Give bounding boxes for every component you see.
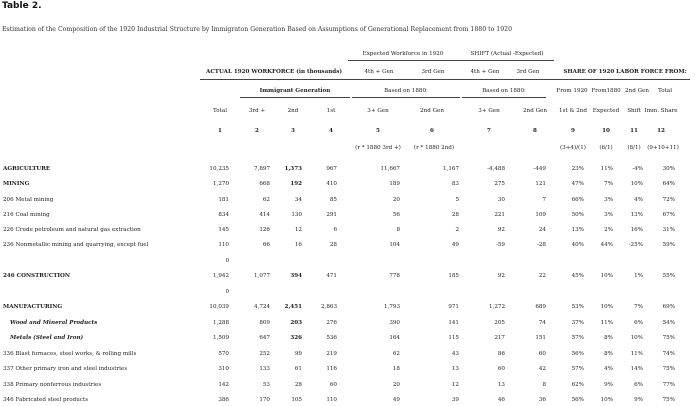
table-cell: 64% [662,181,675,187]
table-cell: 778 [389,273,400,279]
table-cell: 30 [497,197,505,203]
subheader-s4: 4th + Gen [470,69,500,75]
table-cell: 10,039 [209,304,229,310]
table-cell: 53 [262,382,270,388]
table-cell: 13 [451,366,459,372]
table-cell: 1,167 [442,166,459,172]
table-cell: 185 [448,273,459,279]
table-cell: 967 [326,166,337,172]
table-cell: 10% [630,181,643,187]
table-cell: 62 [392,351,400,357]
table-cell: 326 [290,335,302,341]
subheader-f1: 1st & 2nd [559,108,587,114]
table-cell: 13 [497,382,505,388]
table-cell: 170 [259,397,270,403]
table-cell: 7% [634,304,643,310]
row-label: 236 Nonmetallic mining and quarrying, except fuel [3,242,149,248]
table-cell: 92 [497,273,505,279]
table-cell: 34 [294,197,302,203]
rule-immigrant [240,97,350,98]
table-cell: 115 [448,335,459,341]
table-cell: 130 [291,212,302,218]
table-cell: 2,863 [320,304,337,310]
table-cell: 11% [600,166,613,172]
table-cell: 126 [259,227,270,233]
table-cell: 110 [218,242,229,248]
table-cell: 203 [290,320,302,326]
table-cell: 66% [571,197,584,203]
header-actual-workforce: ACTUAL 1920 WORKFORCE (in thousands) [205,69,342,75]
table-cell: 45% [571,273,584,279]
subheader-b3: 3+ Gen [367,108,389,114]
table-cell: -59 [495,242,505,248]
row-label: 337 Other primary iron and steel industries [3,366,128,372]
table-cell: 23% [571,166,584,172]
column-number: 7 [487,128,491,134]
column-number: 5 [376,128,380,134]
table-cell: 44% [600,242,613,248]
table-cell: -4% [632,166,643,172]
subheader-from1920: From 1920 [556,88,588,94]
table-cell: 275 [494,181,505,187]
table-cell: 11% [630,351,643,357]
table-cell: -28 [536,242,546,248]
table-cell: 310 [218,366,229,372]
formula-c6: (r * 1880 2nd) [413,145,455,151]
table-cell: 28 [451,212,459,218]
table-cell: 77% [662,382,675,388]
rule-based2 [462,97,546,98]
table-cell: 1,272 [488,304,505,310]
column-number: 4 [329,128,333,134]
table-cell: 145 [218,227,229,233]
subheader-total: Total [212,108,228,114]
subheader-b2: 2nd Gen [420,108,444,114]
table-cell: 74% [662,351,675,357]
table-cell: 10% [600,397,613,403]
table-cell: 105 [291,397,302,403]
table-cell: 61 [294,366,302,372]
table-cell: 1,077 [253,273,270,279]
table-cell: -449 [533,166,546,172]
table-cell: 49 [451,242,459,248]
table-subtitle: Estimation of the Composition of the 1920 Industrial Structure by Immigraton Generation Based on Assumptions of Generational Replacement from 1880 to 1920 [2,26,513,33]
header-based1: Based on 1880: [384,88,428,94]
table-cell: 834 [218,212,229,218]
subheader-g2: 2nd [287,108,299,114]
table-cell: 414 [259,212,270,218]
table-cell: 8 [542,382,546,388]
table-cell: 43 [451,351,459,357]
table-cell: 141 [448,320,459,326]
table-cell: 181 [218,197,229,203]
table-cell: 37% [571,320,584,326]
column-number: 9 [571,128,575,134]
rule-based1 [352,97,460,98]
table-cell: 20 [392,197,400,203]
table-cell: 394 [290,273,302,279]
table-cell: 69% [662,304,675,310]
header-expected-workforce: Expected Workforce in 1920 [362,51,444,57]
table-cell: 86 [497,351,505,357]
table-cell: 10% [600,273,613,279]
table-cell: 189 [389,181,400,187]
row-label: AGRICULTURE [3,166,51,172]
column-number: 10 [602,128,610,134]
table-cell: 205 [494,320,505,326]
formula-c11: (8/1) [627,145,641,151]
table-cell: 110 [326,397,337,403]
header-share: SHARE OF 1920 LABOR FORCE FROM: [563,69,687,75]
table-cell: 56% [571,397,584,403]
table-cell: 192 [290,181,302,187]
column-number: 2 [255,128,259,134]
subheader-g1: 1st [326,108,336,114]
table-cell: 133 [259,366,270,372]
table-cell: 62 [262,197,270,203]
table-cell: 10% [630,335,643,341]
formula-c5: (r * 1880 3rd +) [355,145,401,151]
formula-c12: (9+10+11) [647,145,679,151]
table-cell: 55% [662,273,675,279]
column-number: 6 [430,128,434,134]
row-label: 336 Blast furnaces, steel works, & rolling mills [3,351,137,357]
table-cell: 7% [604,181,613,187]
table-cell: 1,288 [212,320,229,326]
table-cell: 0 [225,289,229,295]
row-label: 246 CONSTRUCTION [3,273,71,279]
row-label: Wood and Mineral Products [10,320,98,326]
table-cell: 75% [662,335,675,341]
table-cell: 13% [630,212,643,218]
subheader-f2: Expected [592,108,620,114]
table-cell: 60 [497,366,505,372]
table-cell: 20 [392,382,400,388]
formula-c10: (6/1) [599,145,613,151]
table-cell: 60 [538,351,546,357]
subheader-s3: 3rd Gen [516,69,540,75]
table-cell: 30% [662,166,675,172]
table-cell: 47% [571,181,584,187]
subheader-f3: Shift [627,108,641,114]
table-cell: 56 [392,212,400,218]
table-cell: 121 [535,181,546,187]
table-cell: 2% [604,227,613,233]
subheader-f4: Imm. Share [644,108,678,114]
table-cell: 689 [535,304,546,310]
table-cell: 10,235 [209,166,229,172]
table-cell: 164 [389,335,400,341]
table-cell: 83 [451,181,459,187]
table-cell: 57% [571,366,584,372]
subheader-from1880: From1880 [591,88,621,94]
table-cell: 36 [538,397,546,403]
row-label: Metals (Steel and Iron) [10,335,84,341]
table-cell: 142 [218,382,229,388]
table-cell: 67% [662,212,675,218]
table-cell: 8% [604,351,613,357]
table-cell: 7 [542,197,546,203]
table-cell: 971 [448,304,459,310]
subheader-e3: 3rd Gen [421,69,445,75]
table-cell: 8% [604,335,613,341]
table-cell: 8 [396,227,400,233]
table-cell: 3% [604,197,613,203]
table-cell: 72% [662,197,675,203]
table-cell: 39 [451,397,459,403]
table-cell: 12 [451,382,459,388]
table-cell: 22 [538,273,546,279]
table-cell: 40% [571,242,584,248]
column-number: 8 [533,128,537,134]
table-cell: -4,488 [487,166,505,172]
table-cell: 9% [604,382,613,388]
table-cell: 0 [225,258,229,264]
table-cell: 74 [538,320,546,326]
table-cell: 1,942 [212,273,229,279]
row-label: MANUFACTURING [3,304,63,310]
row-label: 216 Coal mining [3,212,50,218]
table-cell: 3% [604,212,613,218]
table-cell: 291 [326,212,337,218]
row-label: 226 Crude petroleum and natural gas extraction [3,227,141,233]
table-cell: 10% [600,304,613,310]
column-number: 11 [630,128,638,134]
table-cell: 151 [535,335,546,341]
table-cell: 62% [571,382,584,388]
header-immigrant-generation: Immigrant Generation [259,88,331,94]
table-cell: 46 [497,397,505,403]
rule-middle [200,79,690,80]
table-cell: 570 [218,351,229,357]
table-cell: 536 [326,335,337,341]
table-cell: 116 [326,366,337,372]
column-number: 1 [218,128,222,134]
table-cell: 18 [392,366,400,372]
table-cell: 809 [259,320,270,326]
table-cell: 59% [662,242,675,248]
table-cell: 49 [392,397,400,403]
row-label: 338 Primary nonferrous industries [3,382,102,388]
table-cell: 6% [634,382,643,388]
table-cell: 1,509 [212,335,229,341]
table-cell: 4% [604,366,613,372]
table-cell: 9% [634,397,643,403]
column-number: 12 [657,128,665,134]
formula-c9: (3+4)/(1) [560,145,586,151]
table-title: Table 2. [2,1,42,11]
row-label: 346 Fabricated steel products [3,397,89,403]
table-cell: 50% [571,212,584,218]
rule-upper [348,60,554,61]
table-cell: 92 [497,227,505,233]
header-based2: Based on 1880: [482,88,526,94]
table-cell: 109 [535,212,546,218]
table-cell: 16% [630,227,643,233]
table-cell: 16 [294,242,302,248]
table-cell: 219 [326,351,337,357]
table-cell: 14% [630,366,643,372]
subheader-total: Total [657,88,673,94]
table-cell: 28 [294,382,302,388]
table-cell: 276 [326,320,337,326]
table-cell: 7,897 [253,166,270,172]
table-cell: 386 [218,397,229,403]
subheader-c2: 2nd Gen [523,108,547,114]
table-cell: 1,373 [284,166,302,172]
table-cell: 668 [259,181,270,187]
table-cell: 13% [571,227,584,233]
table-cell: 1% [634,273,643,279]
table-cell: 4% [634,197,643,203]
table-cell: 56% [571,351,584,357]
table-cell: 252 [259,351,270,357]
table-cell: 471 [326,273,337,279]
subheader-c3: 3+ Gen [478,108,500,114]
table-cell: 217 [494,335,505,341]
subheader-e4: 4th + Gen [364,69,394,75]
table-cell: 60 [329,382,337,388]
table-cell: 42 [538,366,546,372]
header-shift: SHIFT (Actual -Expected) [470,51,544,57]
table-cell: 99 [294,351,302,357]
table-cell: 57% [571,335,584,341]
table-cell: 75% [662,366,675,372]
table-cell: 11,667 [380,166,400,172]
table-cell: 31% [662,227,675,233]
table-cell: 66 [262,242,270,248]
table-cell: 28 [329,242,337,248]
table-cell: 2 [455,227,459,233]
table-cell: -25% [628,242,643,248]
table-cell: 54% [662,320,675,326]
table-cell: 12 [294,227,302,233]
table-cell: 5 [455,197,459,203]
subheader-g3: 3rd + [248,108,266,114]
table-cell: 390 [389,320,400,326]
table-cell: 2,451 [284,304,302,310]
table-cell: 11% [600,320,613,326]
row-label: 206 Metal mining [3,197,54,203]
table-cell: 6 [333,227,337,233]
table-cell: 85 [329,197,337,203]
subheader-2ndgen: 2nd Gen [625,88,649,94]
table-cell: 53% [571,304,584,310]
table-cell: 6% [634,320,643,326]
column-number: 3 [291,128,295,134]
table-cell: 75% [662,397,675,403]
table-cell: 4,724 [253,304,270,310]
row-label: MINING [3,181,30,187]
table-cell: 221 [494,212,505,218]
table-cell: 410 [326,181,337,187]
table-cell: 24 [538,227,546,233]
table-cell: 1,270 [212,181,229,187]
table-cell: 647 [259,335,270,341]
table-cell: 1,793 [383,304,400,310]
table-cell: 104 [389,242,400,248]
